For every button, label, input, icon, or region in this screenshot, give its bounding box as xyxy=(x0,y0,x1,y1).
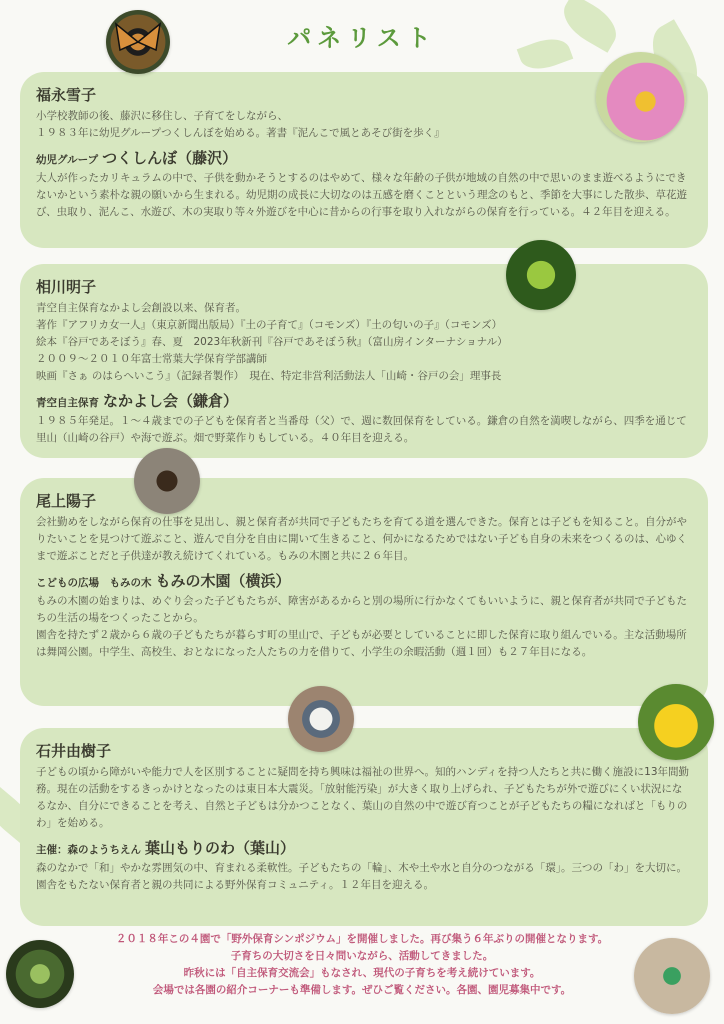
panelist-card-4 xyxy=(20,728,708,926)
footer-line: 会場では各園の紹介コーナーも準備します。ぜひご覧ください。各園、園児募集中です。 xyxy=(152,984,572,996)
panelist-card-2 xyxy=(20,264,708,458)
cosmos-bee-photo xyxy=(596,52,686,142)
panelist-bio: 小学校教師の後、藤沢に移住し、子育てをしながら、 １９８３年に幼児グループつくしんぼを始める。著書『泥んこで風とあそび街を歩く』 xyxy=(36,110,445,139)
bird-photo xyxy=(288,686,354,752)
org-title xyxy=(36,837,692,858)
org-title xyxy=(36,147,692,168)
org-prefix: こどもの広場 もみの木 xyxy=(36,577,152,589)
org-prefix: 主催：森のようちえん xyxy=(36,844,141,856)
org-description: 大人が作ったカリキュラムの中で、子供を動かそうとするのはやめて、様々な年齢の子供が地域の自然の中で思いのまま遊べるようにできないかという素朴な親の願いから生まれる。幼児期の成長に大切なのは五感を磨くことという理念のもと、季節を大事にした散歩、草花遊び、虫取り、泥んこ、水遊び、木の実取り等々外遊びを中心に昔からの行事を取り入れながらの保育を行っている。４２年目を迎える。 xyxy=(36,172,687,218)
org-name: もみの木園（横浜） xyxy=(155,572,291,590)
org-name: 葉山もりのわ（葉山） xyxy=(145,839,296,857)
stag-beetle-photo xyxy=(134,448,200,514)
org-prefix: 青空自主保育 xyxy=(36,397,99,409)
org-title xyxy=(36,570,692,591)
panelist-bio: 青空自主保育なかよし会創設以来、保育者。 著作『アフリカ女一人』（東京新聞出版局）『土の子育て』（コモンズ）『土の匂いの子』（コモンズ） 絵本『谷戸であそぼう』春、夏 2023年秋新刊『谷戸であそぼう秋』（富山房インターナショナル） ２００９～２０１０年富士常葉大学保育学部講師 映画『さぁ のはらへいこう』（記録者製作） 現在、特定非営利活動法人「山崎・谷戸の会」理事長 xyxy=(36,302,508,382)
panelist-name: 尾上陽子 xyxy=(36,492,97,510)
footer-message xyxy=(0,931,724,999)
panelist-card-3 xyxy=(20,478,708,706)
panelist-name: 福永雪子 xyxy=(36,86,97,104)
footer-line: ２０１８年この４園で「野外保育シンポジウム」を開催しました。再び集う６年ぶりの開催となります。 xyxy=(115,933,609,945)
org-prefix: 幼児グループ xyxy=(36,154,99,166)
frog-photo xyxy=(506,240,576,310)
org-name: なかよし会（鎌倉） xyxy=(103,392,239,410)
panelist-name: 相川明子 xyxy=(36,278,97,296)
footer-line: 子育ちの大切さを日々問いながら、活動してきました。 xyxy=(230,950,494,962)
panelist-name: 石井由樹子 xyxy=(36,742,112,760)
panelist-bio: 子どもの頃から障がいや能力で人を区別することに疑問を持ち興味は福祉の世界へ。知的ハンディを持つ人たちと共に働く施設に13年間勤務。現在の活動をするきっかけとなったのは東日本大震災。「放射能汚染」が大きく取り上げられ、子どもたちが外で遊びにくい状況になるなか、自分にできることを考え、自然と子どもは分かつことなく、葉山の自然の中で遊び育つことが子どもたちの糧になればと「もりのわ」を始める。 xyxy=(36,766,690,829)
page-title: パネリスト xyxy=(287,24,437,52)
butterfly-photo xyxy=(106,10,170,74)
org-description: 森のなかで「和」やかな雰囲気の中、育まれる柔軟性。子どもたちの「輪」、木や土や水と自分のつながる「環」。三つの「わ」を大切に。園舎をもたない保育者と親の共同による野外保育コミュニティ。１２年目を迎える。 xyxy=(36,862,687,891)
org-description: もみの木園の始まりは、めぐり会った子どもたちが、障害があるからと別の場所に行かなくてもいいように、親と保育者が共同で子どもたちの生活の場をつくったことから。 園舎を持たず２歳から６歳の子どもたちが暮らす町の里山で、子どもが必要としていることに即した保育に取り組んでいる。主な活動場所は舞岡公園。中学生、高校生、おとなになった人たちの力を借りて、小学生の余暇活動（週１回）も２７年目になる。 xyxy=(36,595,687,658)
org-description: １９８５年発足。１～４歳までの子どもを保育者と当番母（父）で、週に数回保育をしている。鎌倉の自然を満喫しながら、四季を通じて里山（山崎の谷戸）や海で遊ぶ。畑で野菜作りもしている。４０年目を迎える。 xyxy=(36,415,687,444)
panelist-bio: 会社勤めをしながら保育の仕事を見出し、親と保育者が共同で子どもたちを育てる道を選んできた。保育とは子どもを知ること。自分がやりたいことを見つけて遊ぶこと、遊んで自分を自由に開いて生きること、何かになるためではない子ども自身の未来をつくるのは、心ゆくまで遊ぶことだと子供達が教え続けてくれている。もみの木園と共に２６年目。 xyxy=(36,516,687,562)
footer-line: 昨秋には「自主保育交流会」もなされ、現代の子育ちを考え続けています。 xyxy=(183,967,541,979)
dandelion-butterfly-photo xyxy=(638,684,714,760)
org-title xyxy=(36,390,692,411)
org-name: つくしんぼ（藤沢） xyxy=(102,149,238,167)
